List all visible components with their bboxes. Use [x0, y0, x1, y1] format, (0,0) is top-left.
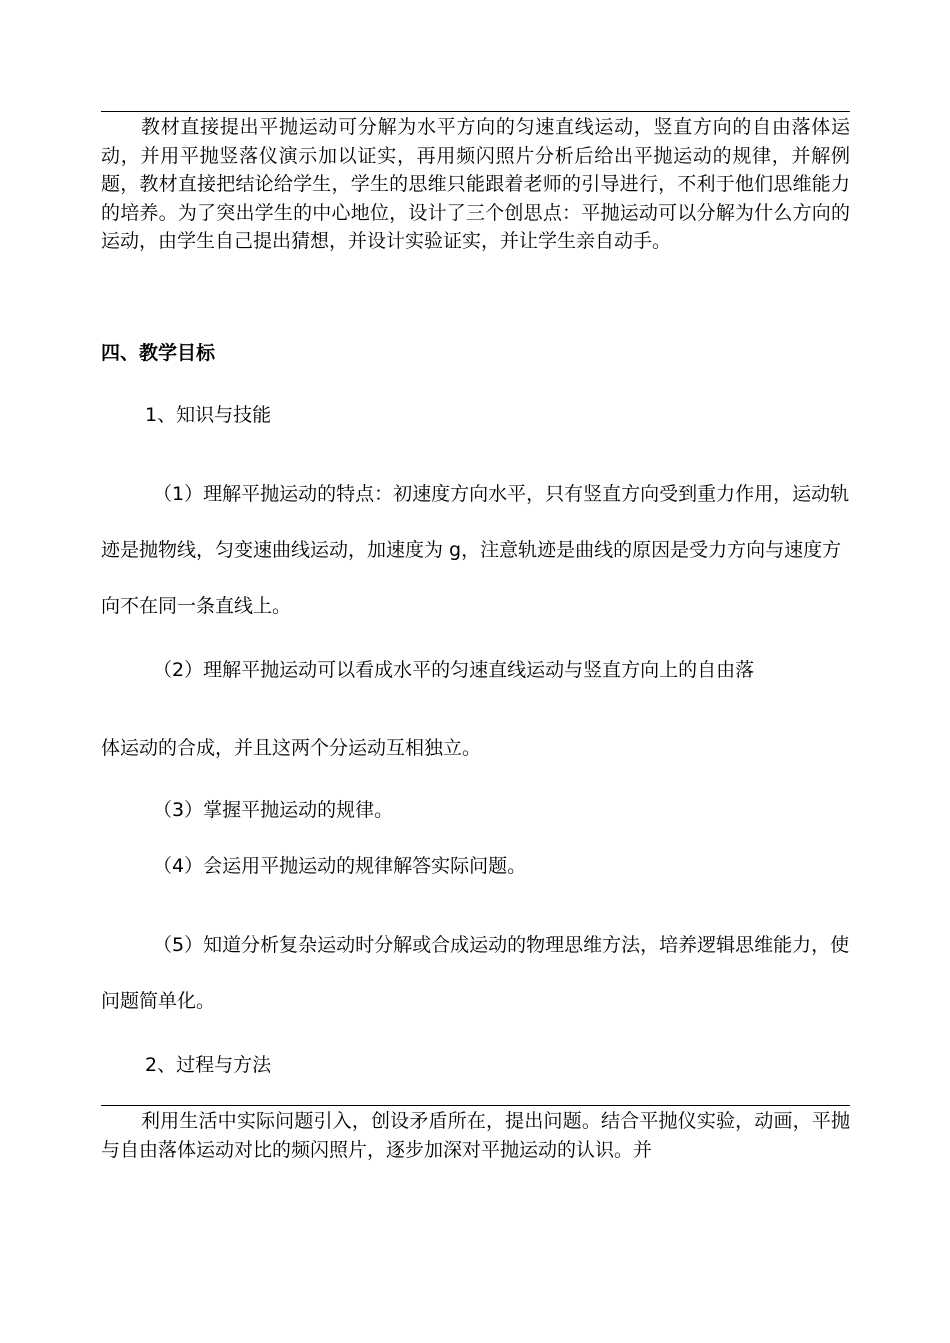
process-paragraph: 利用生活中实际问题引入，创设矛盾所在，提出问题。结合平抛仪实验，动画，平抛与自由落体运动对比的频闪照片，逐步加深对平抛运动的认识。并: [101, 1110, 850, 1161]
objective-item-3: （3）掌握平抛运动的规律。: [153, 799, 394, 821]
subsection-knowledge-skills: 1、知识与技能: [145, 404, 272, 426]
intro-paragraph: 教材直接提出平抛运动可分解为水平方向的匀速直线运动，竖直方向的自由落体运动，并用平抛竖落仪演示加以证实，再用频闪照片分析后给出平抛运动的规律，并解例题，教材直接把结论给学生，学生的思维只能跟着老师的引导进行，不利于他们思维能力的培养。为了突出学生的中心地位，设计了三个创思点：平抛运动可以分解为什么方向的运动，由学生自己提出猜想，并设计实验证实，并让学生亲自动手。: [101, 116, 850, 252]
objective-item-5: （5）知道分析复杂运动时分解或合成运动的物理思维方法，培养逻辑思维能力，使问题简单化。: [101, 934, 850, 1012]
objective-item-2-line-1: （2）理解平抛运动可以看成水平的匀速直线运动与竖直方向上的自由落: [153, 659, 755, 681]
subsection-process-methods: 2、过程与方法: [145, 1054, 272, 1076]
bottom-rule: [101, 1105, 850, 1106]
top-rule: [101, 111, 850, 112]
objective-item-1: （1）理解平抛运动的特点：初速度方向水平，只有竖直方向受到重力作用，运动轨迹是抛物线，匀变速曲线运动，加速度为 g，注意轨迹是曲线的原因是受力方向与速度方向不在同一条直线上。: [101, 483, 850, 617]
objective-item-4: （4）会运用平抛运动的规律解答实际问题。: [153, 855, 527, 877]
objective-item-2-line-2: 体运动的合成，并且这两个分运动互相独立。: [101, 737, 482, 759]
section-heading: 四、教学目标: [101, 342, 216, 364]
